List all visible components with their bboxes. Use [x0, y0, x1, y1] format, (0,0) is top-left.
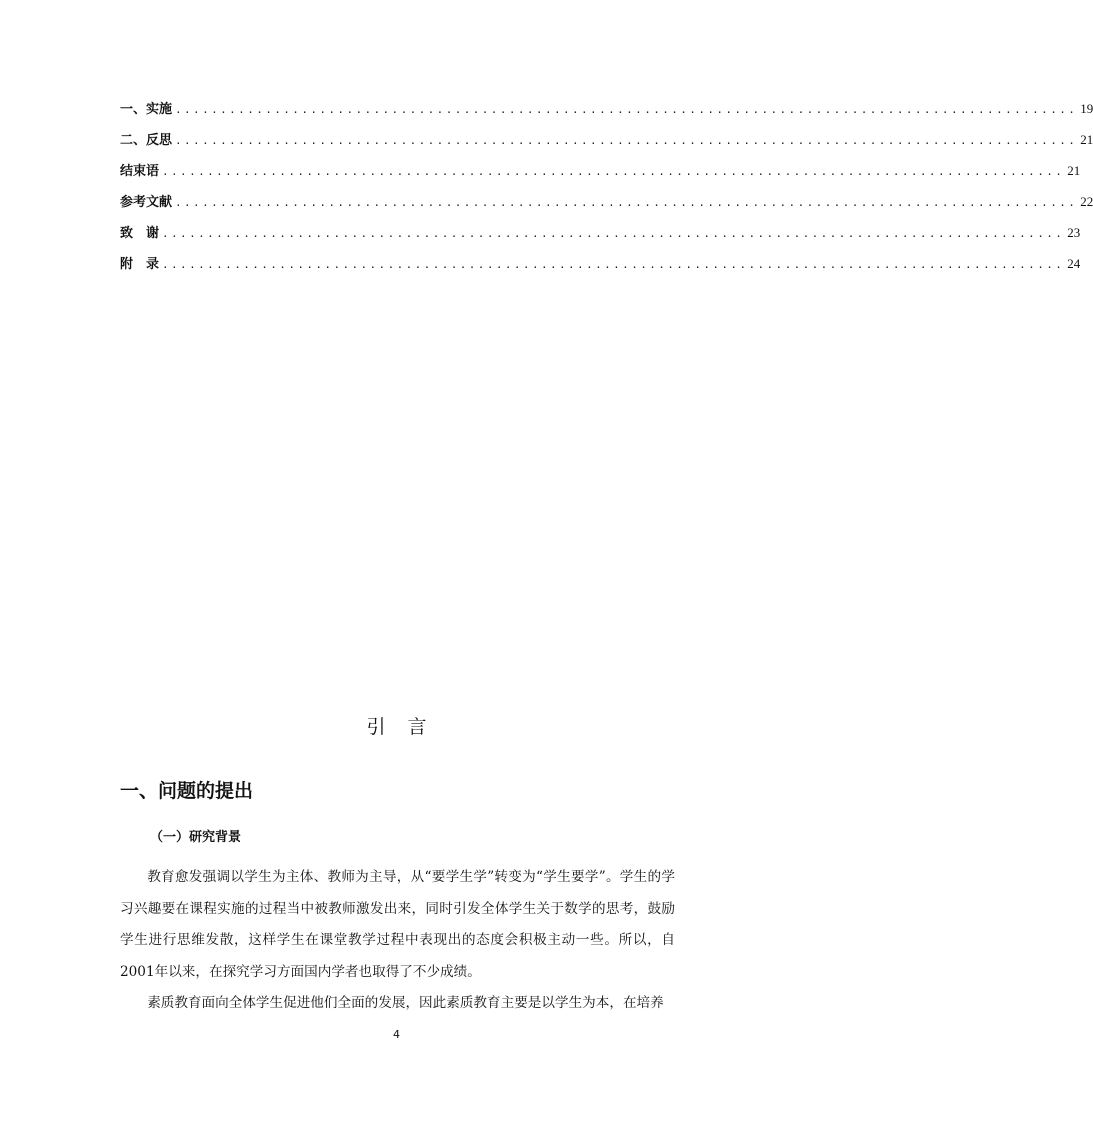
toc-entry-page: 19 [1080, 101, 1093, 116]
toc-entry[interactable] [120, 222, 1081, 253]
toc-entry-label: 参考文献 [120, 195, 173, 210]
toc-entry-page: 22 [1080, 194, 1093, 209]
toc-entry[interactable] [120, 129, 1093, 160]
toc-entry-label: 二、反思 [120, 133, 173, 148]
toc-entry[interactable] [120, 191, 1093, 222]
toc-entry-page: 23 [1067, 225, 1081, 240]
toc-leader-dots: .................................................................................................... [175, 134, 1078, 147]
toc-entry-label: 致 谢 [120, 226, 160, 241]
toc-entry[interactable] [120, 160, 1081, 191]
paragraph: 素质教育面向全体学生促进他们全面的发展，因此素质教育主要是以学生为本，在培养 [147, 995, 664, 1011]
toc-entry-label: 附 录 [120, 257, 160, 272]
toc-leader-dots: .................................................................................................... [162, 227, 1065, 240]
toc-leader-dots: .................................................................................................... [162, 165, 1065, 178]
toc-entry-page: 21 [1067, 163, 1081, 178]
toc-entry-label: 结束语 [120, 164, 160, 179]
table-of-contents [120, 98, 1093, 284]
toc-entry-page: 21 [1080, 132, 1093, 147]
body-text [120, 862, 675, 1020]
section-heading: 一、问题的提出 [120, 780, 254, 802]
toc-entry[interactable] [120, 98, 1093, 129]
subsection-heading: （一）研究背景 [150, 830, 242, 845]
toc-entry-page: 24 [1067, 256, 1081, 271]
paragraph: 教育愈发强调以学生为主体、教师为主导，从“要学生学”转变为“学生要学”。学生的学习兴趣要在课程实施的过程当中被教师激发出来，同时引发全体学生关于数学的思考，鼓励学生进行思维发散，这样学生在课堂教学过程中表现出的态度会积极主动一些。所以，自2001年以来，在探究学习方面国内学者也取得了不少成绩。 [120, 869, 675, 980]
toc-entry-label: 一、实施 [120, 102, 173, 117]
toc-leader-dots: .................................................................................................... [175, 196, 1078, 209]
toc-leader-dots: .................................................................................................... [175, 103, 1078, 116]
preface-title: 引言 [366, 716, 449, 738]
page-number: 4 [393, 1028, 400, 1041]
toc-leader-dots: .................................................................................................... [162, 258, 1065, 271]
toc-entry[interactable] [120, 253, 1081, 284]
